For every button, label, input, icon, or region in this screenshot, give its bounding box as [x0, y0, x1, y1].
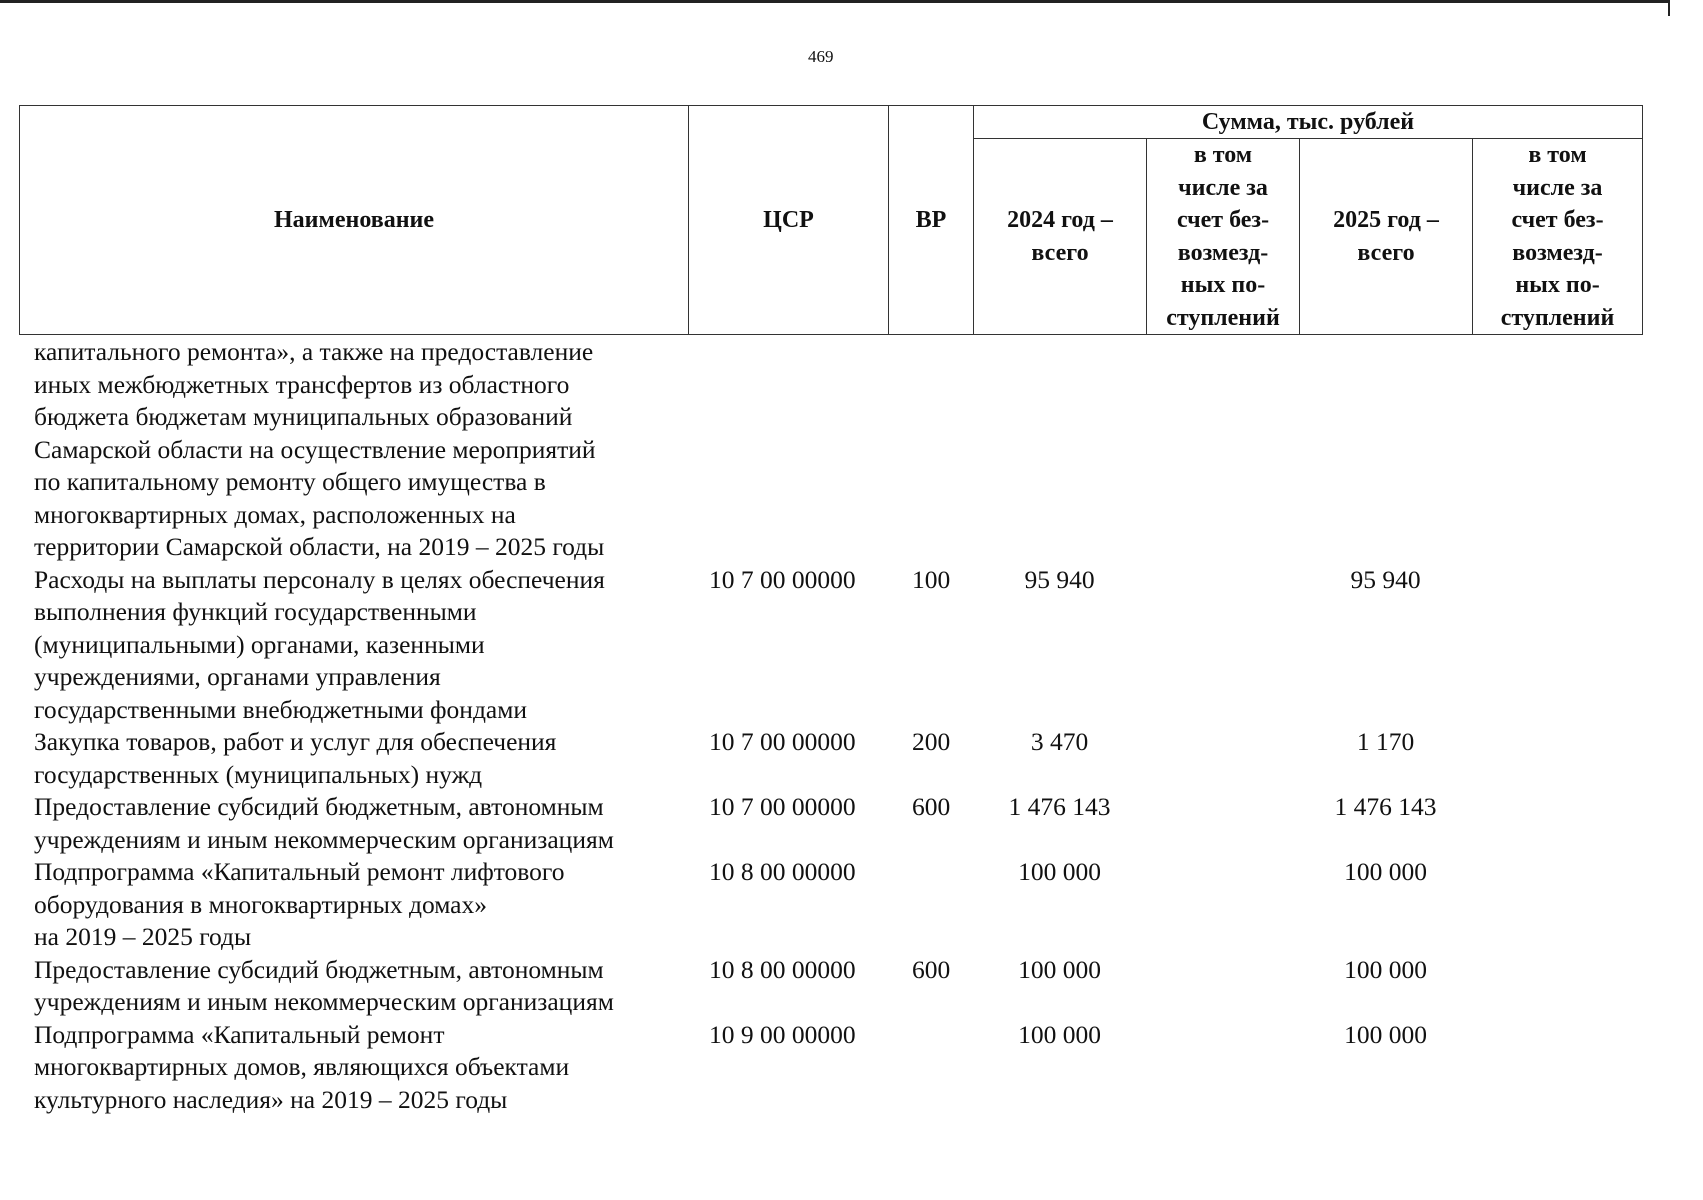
row-2024-total: 95 940	[1024, 564, 1095, 594]
row-name: Предоставление субсидий бюджетным, автономным учреждениям и иным некоммерческим организациям	[34, 792, 614, 854]
top-border-rule	[0, 0, 1670, 3]
row-2025-gratuitous	[1472, 954, 1642, 1019]
row-2024-gratuitous	[1146, 791, 1299, 856]
table-body	[19, 336, 1642, 1116]
row-2025-total: 100 000	[1344, 1019, 1427, 1049]
right-border-rule	[1668, 0, 1670, 16]
page-number: 469	[808, 47, 834, 66]
row-2025-total	[1299, 336, 1472, 564]
row-vr	[888, 856, 973, 954]
table-row	[19, 726, 1642, 791]
row-csr: 10 8 00 00000	[709, 954, 856, 984]
table-row	[19, 564, 1642, 727]
row-2024-total: 100 000	[1018, 954, 1101, 984]
row-vr: 200	[912, 727, 951, 756]
row-2024-total	[973, 336, 1146, 564]
row-2024-gratuitous	[1146, 726, 1299, 791]
header-csr: ЦСР	[689, 106, 889, 335]
row-csr: 10 9 00 00000	[709, 1019, 856, 1049]
row-2025-gratuitous	[1472, 336, 1642, 564]
row-2025-total: 1 476 143	[1334, 792, 1437, 821]
row-2024-gratuitous	[1146, 564, 1299, 727]
row-csr: 10 8 00 00000	[709, 857, 856, 886]
row-csr: 10 7 00 00000	[709, 564, 856, 594]
row-name: Закупка товаров, работ и услуг для обеспечения государственных (муниципальных) нужд	[34, 727, 557, 789]
row-2025-gratuitous	[1472, 1019, 1642, 1117]
header-2024-gratuitous: в том числе за счет без- возмезд- ных по- ступлений	[1147, 139, 1300, 335]
row-2024-total: 1 476 143	[1008, 792, 1111, 821]
row-2024-gratuitous	[1146, 1019, 1299, 1117]
table-row	[19, 791, 1642, 856]
header-vr: ВР	[889, 106, 974, 335]
table-row	[19, 954, 1642, 1019]
row-2024-total: 3 470	[1030, 727, 1089, 756]
row-2025-total: 100 000	[1344, 857, 1427, 886]
row-2025-total: 95 940	[1350, 564, 1421, 594]
header-2025-gratuitous: в том числе за счет без- возмезд- ных по- ступлений	[1473, 139, 1643, 335]
row-name: Подпрограмма «Капитальный ремонт многоквартирных домов, являющихся объектами культурного наследия» на 2019 – 2025 годы	[34, 1019, 570, 1114]
table-row	[19, 336, 1642, 564]
row-csr: 10 7 00 00000	[709, 792, 856, 821]
row-2024-gratuitous	[1146, 856, 1299, 954]
row-name: Предоставление субсидий бюджетным, автономным учреждениям и иным некоммерческим организациям	[34, 954, 614, 1016]
row-name: капитального ремонта», а также на предоставление иных межбюджетных трансфертов из областного бюджета бюджетам муниципальных образований Самарской области на осуществление мероприятий по капитальному ремонту общего имущества в многоквартирных домах, расположенных на территории Самарской области, на 2019 – 2025 годы	[34, 337, 605, 561]
row-2025-gratuitous	[1472, 564, 1642, 727]
row-csr: 10 7 00 00000	[709, 727, 856, 756]
row-name: Подпрограмма «Капитальный ремонт лифтового оборудования в многоквартирных домах» на 2019 – 2025 годы	[34, 857, 565, 951]
row-2024-gratuitous	[1146, 336, 1299, 564]
header-sum-group: Сумма, тыс. рублей	[974, 106, 1643, 139]
row-vr	[888, 336, 973, 564]
row-2025-total: 1 170	[1356, 727, 1415, 756]
table-row	[19, 1019, 1642, 1117]
header-2024-total: 2024 год – всего	[974, 139, 1147, 335]
row-vr: 600	[912, 954, 951, 984]
row-vr	[888, 1019, 973, 1117]
table-header	[19, 105, 1643, 335]
row-2025-gratuitous	[1472, 726, 1642, 791]
row-vr: 600	[912, 792, 951, 821]
header-name: Наименование	[20, 106, 689, 335]
row-vr: 100	[912, 564, 951, 594]
table-row	[19, 856, 1642, 954]
row-2025-total: 100 000	[1344, 954, 1427, 984]
row-2024-total: 100 000	[1018, 1019, 1101, 1049]
row-2024-gratuitous	[1146, 954, 1299, 1019]
row-2024-total: 100 000	[1018, 857, 1101, 886]
row-2025-gratuitous	[1472, 856, 1642, 954]
row-csr	[688, 336, 888, 564]
row-name: Расходы на выплаты персоналу в целях обеспечения выполнения функций государственными (муниципальными) органами, казенными учреждениями, органами управления государственными внебюджетными фондами	[34, 564, 605, 724]
header-2025-total: 2025 год – всего	[1300, 139, 1473, 335]
row-2025-gratuitous	[1472, 791, 1642, 856]
